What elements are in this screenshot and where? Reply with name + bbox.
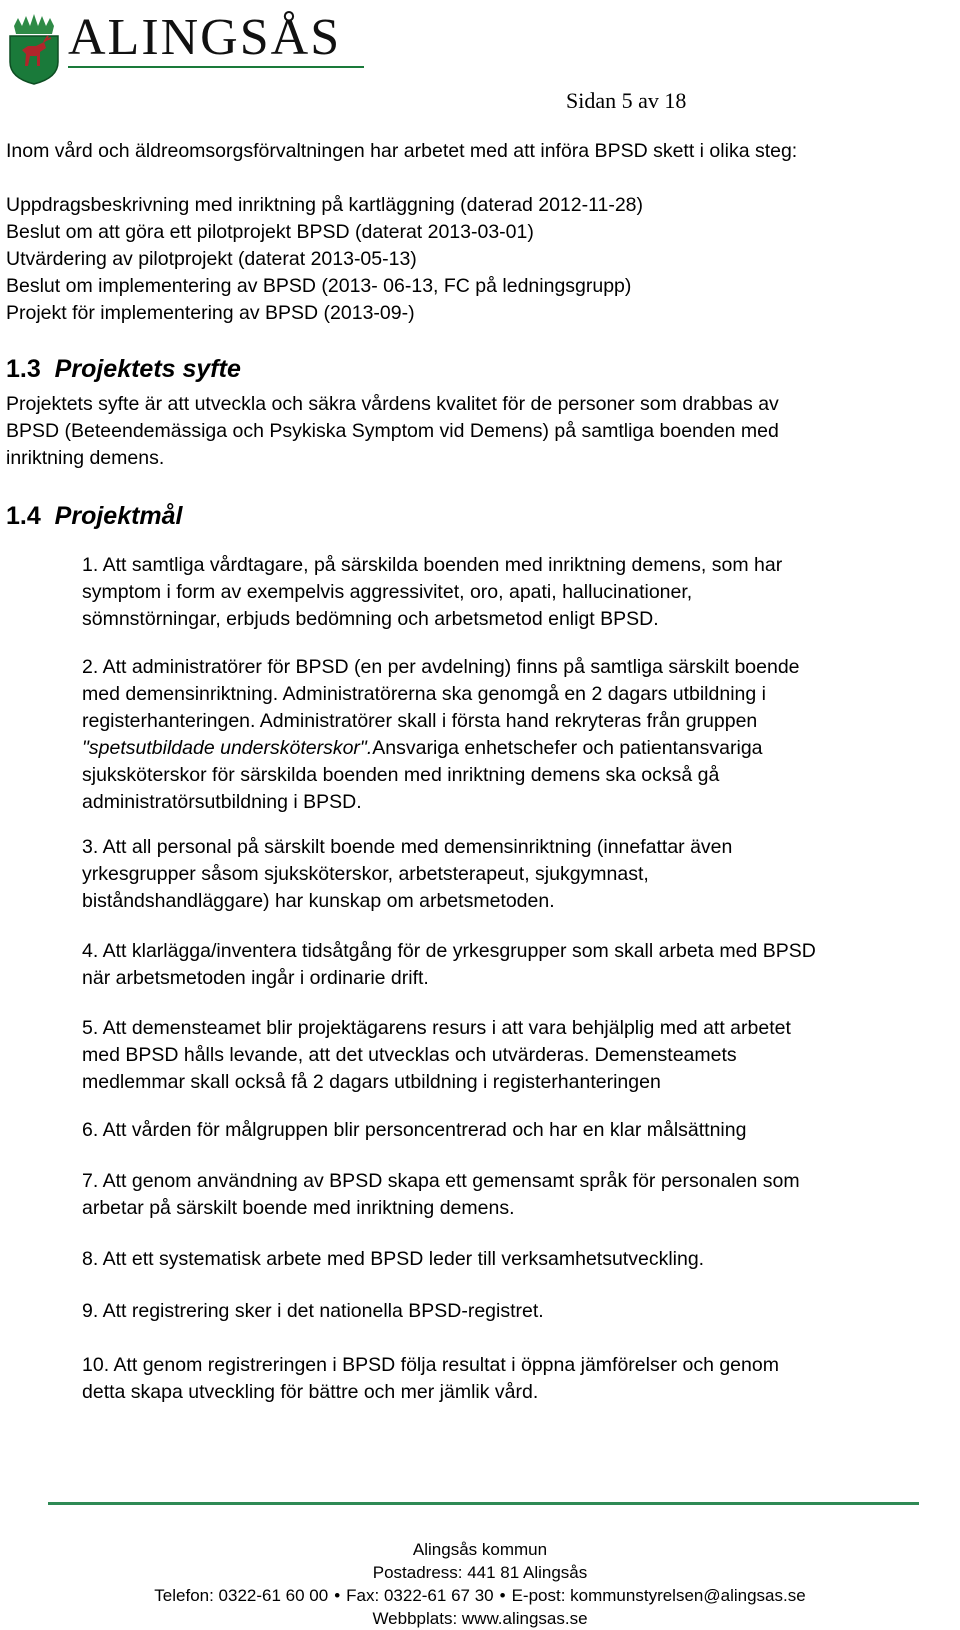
text-line: 1. Att samtliga vårdtagare, på särskilda boenden med inriktning demens, som har	[82, 554, 783, 576]
text-line: administratörsutbildning i BPSD.	[82, 791, 362, 813]
text-line: medlemmar skall också få 2 dagars utbildning i registerhanteringen	[82, 1071, 661, 1093]
text-line: 5. Att demensteamet blir projektägarens resurs i att vara behjälplig med att arbetet	[82, 1017, 791, 1039]
goal-item-2	[82, 654, 800, 816]
page-number: Sidan 5 av 18	[566, 88, 687, 113]
purpose-paragraph	[6, 391, 779, 472]
text-line: när arbetsmetoden ingår i ordinarie drift.	[82, 967, 429, 989]
text-line: yrkesgrupper såsom sjuksköterskor, arbetsterapeut, sjukgymnast,	[82, 863, 649, 885]
goal-item-6	[82, 1117, 746, 1144]
list-item: Utvärdering av pilotprojekt (daterat 2013-05-13)	[6, 248, 417, 270]
list-item: Uppdragsbeskrivning med inriktning på kartläggning (daterad 2012-11-28)	[6, 194, 644, 216]
text-line: med BPSD hålls levande, att det utvecklas och utvärderas. Demensteamets	[82, 1044, 737, 1066]
goal-item-3	[82, 834, 732, 915]
text-line: 4. Att klarlägga/inventera tidsåtgång för de yrkesgrupper som skall arbeta med BPSD	[82, 940, 816, 962]
text-line: symptom i form av exempelvis aggressivitet, oro, apati, hallucinationer,	[82, 581, 693, 603]
footer-contact	[0, 1584, 960, 1607]
footer-org: Alingsås kommun	[412, 1540, 548, 1559]
goal-item-7	[82, 1168, 800, 1222]
intro-paragraph: Inom vård och äldreomsorgsförvaltningen har arbetet med att införa BPSD skett i olika steg:	[6, 140, 798, 162]
text-line: inriktning demens.	[6, 447, 165, 469]
heading-title: Projektets syfte	[54, 355, 241, 383]
heading-number: 1.4	[6, 502, 41, 530]
goal-item-9	[82, 1298, 544, 1325]
italic-quote: "spetsutbildade undersköterskor".	[82, 737, 373, 759]
goal-item-10	[82, 1352, 779, 1406]
section-heading-1-4	[6, 501, 183, 531]
goal-item-5	[82, 1015, 791, 1096]
heading-number: 1.3	[6, 355, 41, 383]
text-line: biståndshandläggare) har kunskap om arbetsmetoden.	[82, 890, 555, 912]
footer-address: Postadress: 441 81 Alingsås	[372, 1563, 588, 1582]
text-line: 9. Att registrering sker i det nationella BPSD-registret.	[82, 1300, 544, 1322]
footer-email: E-post: kommunstyrelsen@alingsas.se	[511, 1586, 806, 1605]
separator: •	[499, 1586, 506, 1605]
text-line: Projektets syfte är att utveckla och säkra vårdens kvalitet för de personer som drabbas av	[6, 393, 779, 415]
text-line: 6. Att vården för målgruppen blir personcentrerad och har en klar målsättning	[82, 1119, 747, 1141]
logo-underline	[68, 66, 364, 68]
text-line: 10. Att genom registreringen i BPSD följa resultat i öppna jämförelser och genom	[82, 1354, 779, 1376]
coat-of-arms-icon	[4, 12, 64, 86]
goal-item-4	[82, 938, 816, 992]
text-line	[82, 735, 800, 762]
footer-fax: Fax: 0322-61 67 30	[346, 1586, 494, 1605]
text-line: sömnstörningar, erbjuds bedömning och arbetsmetod enligt BPSD.	[82, 608, 659, 630]
footer-web: Webbplats: www.alingsas.se	[372, 1609, 588, 1628]
section-heading-1-3	[6, 354, 241, 384]
text-span: Ansvariga enhetschefer och patientansvariga	[372, 737, 763, 759]
text-line: 2. Att administratörer för BPSD (en per avdelning) finns på samtliga särskilt boende	[82, 656, 800, 678]
footer-phone: Telefon: 0322-61 60 00	[154, 1586, 329, 1605]
text-line: arbetar på särskilt boende med inriktning demens.	[82, 1197, 515, 1219]
text-line: med demensinriktning. Administratörerna ska genomgå en 2 dagars utbildning i	[82, 683, 766, 705]
logo-wordmark: ALINGSÅS	[68, 9, 342, 66]
text-line: detta skapa utveckling för bättre och mer jämlik vård.	[82, 1381, 539, 1403]
text-line: 3. Att all personal på särskilt boende med demensinriktning (innefattar även	[82, 836, 733, 858]
text-line: 7. Att genom användning av BPSD skapa ett gemensamt språk för personalen som	[82, 1170, 800, 1192]
steps-list	[6, 192, 643, 327]
goal-item-1	[82, 552, 782, 633]
heading-title: Projektmål	[54, 502, 183, 530]
list-item: Beslut om implementering av BPSD (2013- 06-13, FC på ledningsgrupp)	[6, 275, 632, 297]
goal-item-8	[82, 1246, 704, 1273]
separator: •	[334, 1586, 341, 1605]
alingsas-logo	[4, 8, 364, 88]
list-item: Beslut om att göra ett pilotprojekt BPSD (daterat 2013-03-01)	[6, 221, 534, 243]
text-line: BPSD (Beteendemässiga och Psykiska Symptom vid Demens) på samtliga boenden med	[6, 420, 779, 442]
text-line: registerhanteringen. Administratörer skall i första hand rekryteras från gruppen	[82, 710, 758, 732]
list-item: Projekt för implementering av BPSD (2013-09-)	[6, 302, 415, 324]
text-line: 8. Att ett systematisk arbete med BPSD leder till verksamhetsutveckling.	[82, 1248, 705, 1270]
footer-divider	[48, 1502, 919, 1505]
text-line: sjuksköterskor för särskilda boenden med inriktning demens ska också gå	[82, 764, 720, 786]
footer	[0, 1538, 960, 1630]
